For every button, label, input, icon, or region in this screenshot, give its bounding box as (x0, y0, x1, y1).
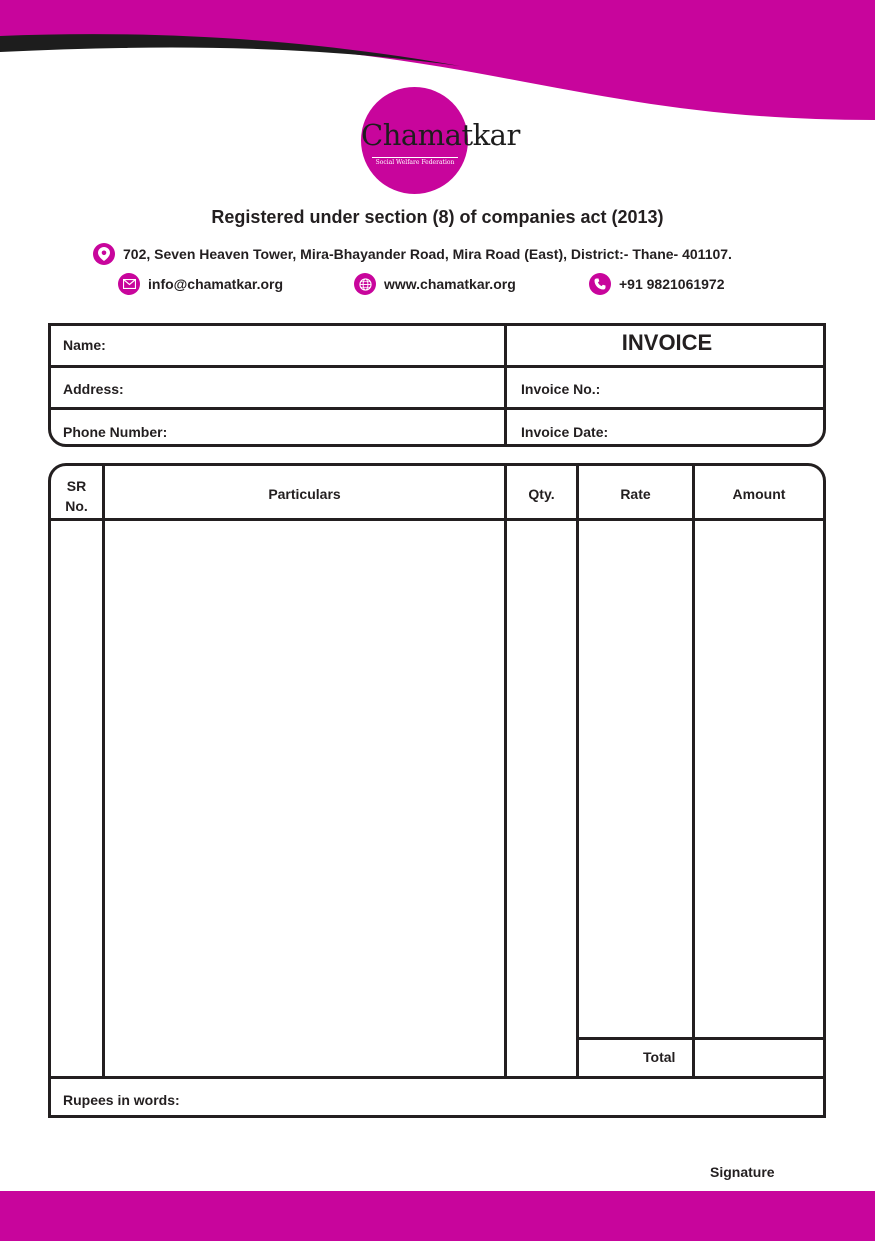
total-label: Total (643, 1049, 676, 1065)
qty-header: Qty. (528, 486, 555, 502)
invoice-title: INVOICE (621, 330, 713, 355)
address-label: Address: (63, 381, 124, 397)
table-header-divider (51, 518, 823, 521)
qty-column-divider (576, 466, 579, 1076)
rate-column-divider (692, 466, 695, 1076)
phone-icon (589, 273, 611, 295)
particulars-header: Particulars (268, 486, 341, 502)
info-column-divider (504, 326, 507, 444)
info-divider-2 (51, 407, 823, 410)
rupees-in-words-label: Rupees in words: (63, 1092, 180, 1108)
particulars-column-divider (504, 466, 507, 1076)
website-text[interactable]: www.chamatkar.org (384, 276, 516, 292)
phone-contact[interactable] (589, 273, 725, 295)
sr-no-header (51, 476, 102, 516)
website-contact[interactable] (354, 273, 516, 295)
registration-text: Registered under section (8) of companies act (2013) (211, 207, 664, 227)
email-contact[interactable] (118, 273, 283, 295)
logo-wordmark: Chamatkar (361, 118, 520, 152)
sr-column-divider (102, 466, 105, 1076)
globe-icon (354, 273, 376, 295)
location-pin-icon (93, 243, 115, 265)
address-text: 702, Seven Heaven Tower, Mira-Bhayander Road, Mira Road (East), District:- Thane- 401107. (123, 246, 732, 262)
customer-info-box (48, 323, 826, 447)
info-divider-1 (51, 365, 823, 368)
sr-header-line2: No. (65, 498, 88, 514)
items-table (48, 463, 826, 1118)
address-line (93, 243, 732, 265)
invoice-number-label: Invoice No.: (521, 381, 601, 397)
email-text[interactable]: info@chamatkar.org (148, 276, 284, 292)
name-label: Name: (63, 337, 106, 353)
footer-bar (0, 1191, 875, 1241)
rate-header: Rate (620, 486, 651, 502)
logo-divider (372, 157, 458, 158)
phone-text[interactable]: +91 9821061972 (619, 276, 725, 292)
rupees-row-divider (51, 1076, 823, 1079)
amount-header: Amount (732, 486, 786, 502)
envelope-icon (118, 273, 140, 295)
invoice-date-label: Invoice Date: (521, 424, 609, 440)
phone-number-label: Phone Number: (63, 424, 168, 440)
total-row-divider (576, 1037, 823, 1040)
logo-tagline: Social Welfare Federation (375, 159, 455, 166)
sr-header-line1: SR (66, 478, 87, 494)
signature-label: Signature (710, 1164, 775, 1180)
